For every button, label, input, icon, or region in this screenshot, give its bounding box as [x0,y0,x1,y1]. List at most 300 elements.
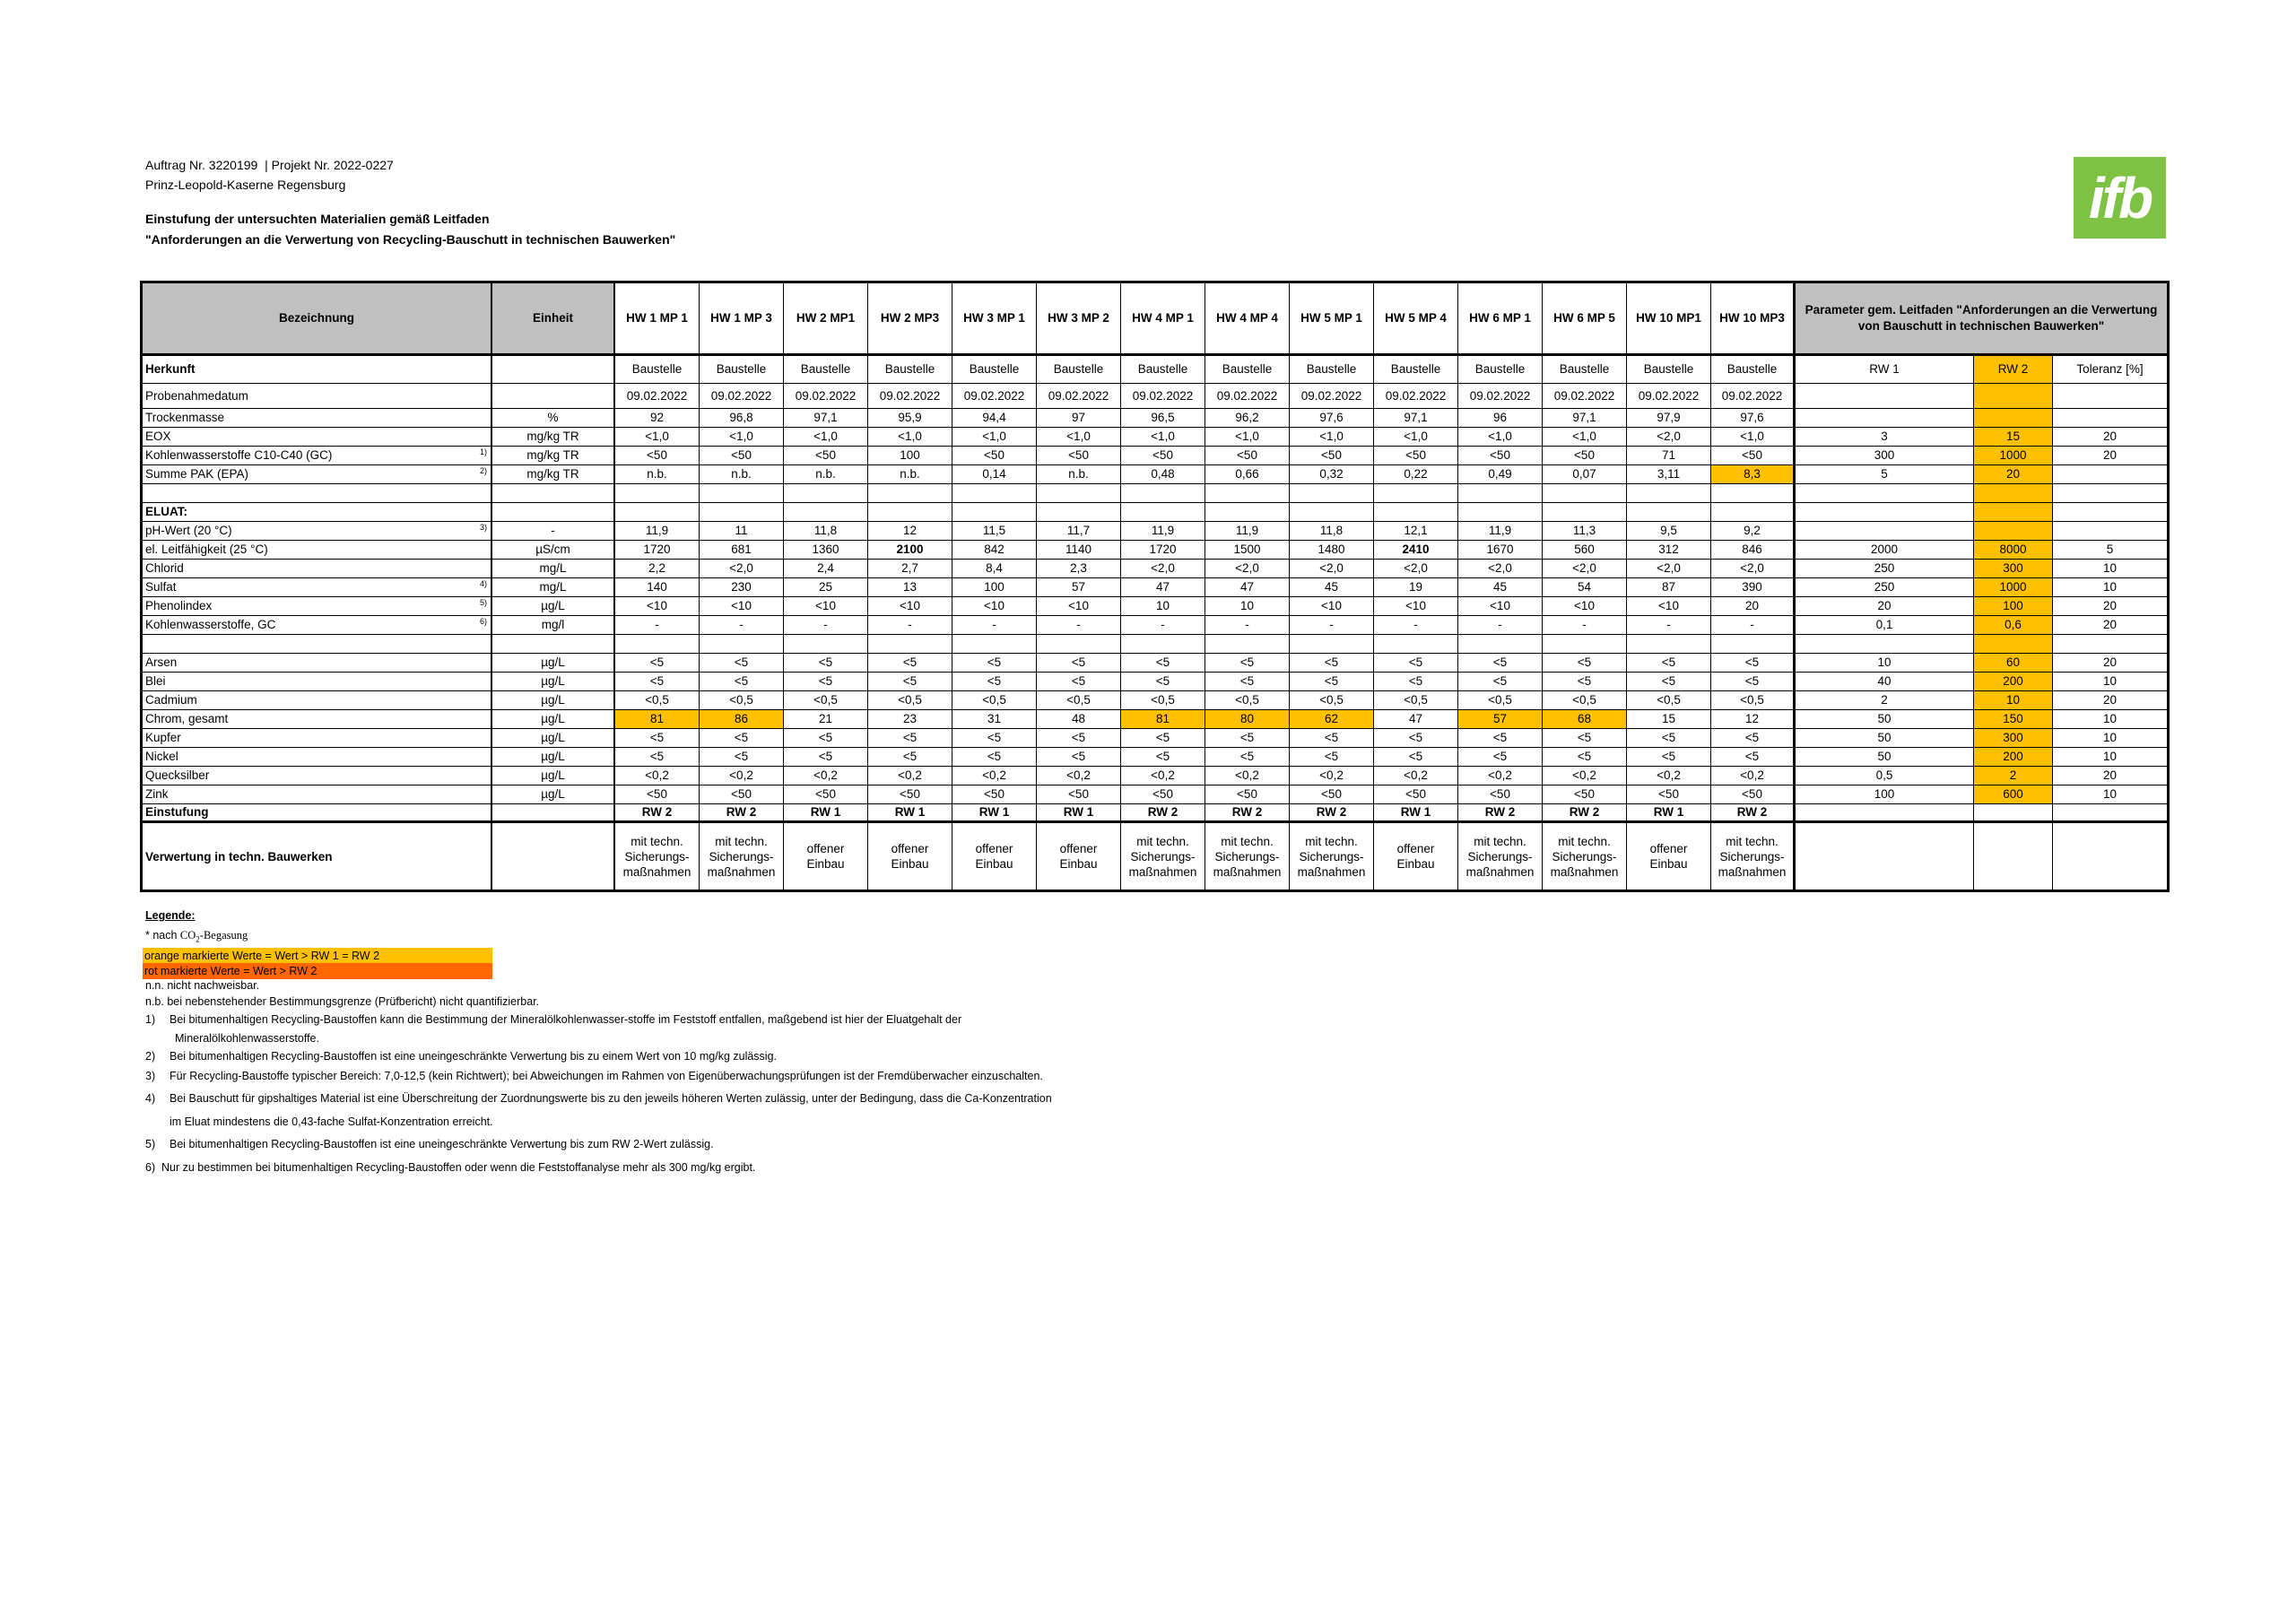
rw2-cell: 100 [1974,597,2053,616]
value-cell: - [784,616,868,635]
value-cell: 09.02.2022 [1205,384,1290,409]
value-cell: <0,5 [1121,691,1205,710]
unit-cell: - [492,522,615,541]
value-cell: <5 [1374,748,1458,767]
value-cell: n.b. [1037,465,1121,484]
value-cell: <5 [1290,654,1374,673]
value-cell: 09.02.2022 [1037,384,1121,409]
row-label: Einstufung [145,805,209,820]
value-cell: <1,0 [784,428,868,447]
row-label-cell [143,484,492,503]
value-cell: <0,2 [1290,767,1374,785]
footnote-text: Bei Bauschutt für gipshaltiges Material ist eine Überschreitung der Zuordnungswerte bis zu den jeweils höheren Werten zulässig, unter der Bedingung, dass die Ca-Konzentration [170,1092,1052,1105]
value-cell: 0,32 [1290,465,1374,484]
row-label-cell [143,710,492,729]
value-cell: <5 [1374,729,1458,748]
tolerance-cell [2053,484,2167,503]
value-cell: 97 [1037,409,1121,428]
rw1-cell: 3 [1796,428,1974,447]
value-cell: offener Einbau [952,823,1037,890]
unit-cell: mg/L [492,578,615,597]
value-cell [1374,503,1458,522]
value-cell [700,635,784,654]
value-cell: <50 [1121,785,1205,804]
footnote-text: Bei bitumenhaltigen Recycling-Baustoffen kann die Bestimmung der Mineralölkohlenwasser-stoffe im Feststoff entfallen, maßgebend ist hier der Eluatgehalt der [170,1013,962,1026]
row-label: Quecksilber [145,768,210,783]
value-cell: 57 [1458,710,1543,729]
value-cell: <50 [1374,785,1458,804]
value-cell: 09.02.2022 [615,384,700,409]
rw2-cell: 300 [1974,729,2053,748]
value-cell: <5 [1374,673,1458,691]
value-cell: - [615,616,700,635]
sample-column-header: HW 4 MP 1 [1121,283,1205,356]
value-cell: <50 [1458,447,1543,465]
value-cell: 9,5 [1627,522,1711,541]
value-cell: - [1543,616,1627,635]
value-cell: 12,1 [1374,522,1458,541]
company-logo [2074,157,2166,239]
row-label: Kupfer [145,731,181,745]
value-cell: 11,9 [1205,522,1290,541]
value-cell: 0,48 [1121,465,1205,484]
row-label-cell [143,522,492,541]
value-cell: mit techn. Sicherungs- maßnahmen [1121,823,1205,890]
value-cell: <0,2 [700,767,784,785]
row-label: Blei [145,674,166,689]
row-label-cell [143,447,492,465]
site-name: Prinz-Leopold-Kaserne Regensburg [145,178,346,192]
value-cell: 0,66 [1205,465,1290,484]
value-cell: <5 [1037,654,1121,673]
value-cell [615,635,700,654]
rw1-cell [1796,484,1974,503]
value-cell: 97,6 [1711,409,1796,428]
value-cell [1711,503,1796,522]
rw1-cell: 50 [1796,710,1974,729]
value-cell: <0,2 [1543,767,1627,785]
value-cell: <0,5 [1543,691,1627,710]
value-cell: 86 [700,710,784,729]
value-cell [1290,635,1374,654]
value-cell: <0,5 [1037,691,1121,710]
row-label: Kohlenwasserstoffe, GC [145,618,276,632]
value-cell: <10 [1458,597,1543,616]
unit-cell: µg/L [492,654,615,673]
tolerance-cell: Toleranz [%] [2053,356,2167,384]
value-cell: 10 [1205,597,1290,616]
value-cell: 12 [868,522,952,541]
rw1-cell [1796,635,1974,654]
value-cell: <50 [784,785,868,804]
value-cell: - [700,616,784,635]
rw2-cell: 150 [1974,710,2053,729]
value-cell: 2100 [868,541,952,560]
row-label: Nickel [145,750,178,764]
value-cell: <1,0 [1037,428,1121,447]
value-cell: <5 [1627,729,1711,748]
rw2-cell [1974,503,2053,522]
value-cell: <5 [1543,654,1627,673]
value-cell: <5 [1290,729,1374,748]
footnote-text: Bei bitumenhaltigen Recycling-Baustoffen ist eine uneingeschränkte Verwertung bis zu einem Wert von 10 mg/kg zulässig. [170,1050,777,1063]
value-cell: RW 1 [952,804,1037,823]
value-cell [868,635,952,654]
value-cell: <0,2 [952,767,1037,785]
value-cell: <5 [615,673,700,691]
value-cell: 47 [1205,578,1290,597]
legend-title: Legende: [145,909,196,922]
footnote-marker: 6) [479,617,487,626]
unit-cell: µg/L [492,767,615,785]
tolerance-cell: 20 [2053,428,2167,447]
rw2-cell: 1000 [1974,578,2053,597]
row-label-cell [143,356,492,384]
value-cell: <5 [1037,673,1121,691]
value-cell: <10 [1374,597,1458,616]
unit-cell: µg/L [492,710,615,729]
value-cell: <1,0 [1121,428,1205,447]
unit-cell: mg/L [492,560,615,578]
value-cell: <5 [1037,748,1121,767]
value-cell: 1360 [784,541,868,560]
tolerance-cell: 20 [2053,767,2167,785]
tolerance-cell: 10 [2053,673,2167,691]
rw1-cell: 100 [1796,785,1974,804]
value-cell: 0,49 [1458,465,1543,484]
unit-cell [492,635,615,654]
value-cell: 12 [1711,710,1796,729]
value-cell: 2,2 [615,560,700,578]
value-cell: <5 [1458,729,1543,748]
tolerance-cell [2053,384,2167,409]
value-cell: 97,1 [1374,409,1458,428]
footnote-text: Nur zu bestimmen bei bitumenhaltigen Recycling-Baustoffen oder wenn die Feststoffanalyse mehr als 300 mg/kg ergibt. [161,1161,756,1174]
row-label: Verwertung in techn. Bauwerken [145,849,333,864]
value-cell: offener Einbau [1374,823,1458,890]
value-cell: <1,0 [868,428,952,447]
value-cell: n.b. [700,465,784,484]
value-cell [1037,635,1121,654]
value-cell [1121,503,1205,522]
value-cell: 390 [1711,578,1796,597]
document-subtitle: "Anforderungen an die Verwertung von Recycling-Bauschutt in technischen Bauwerken" [145,232,676,247]
value-cell: RW 2 [1543,804,1627,823]
value-cell [1205,635,1290,654]
value-cell: <2,0 [1711,560,1796,578]
value-cell: <5 [1374,654,1458,673]
value-cell: <2,0 [1374,560,1458,578]
tolerance-cell: 10 [2053,729,2167,748]
value-cell: RW 2 [1121,804,1205,823]
row-label-cell [143,785,492,804]
unit-cell [492,503,615,522]
value-cell: <5 [700,654,784,673]
value-cell: <5 [1205,673,1290,691]
value-cell: - [1711,616,1796,635]
value-cell [952,503,1037,522]
value-cell: <5 [700,673,784,691]
rw1-cell: 2000 [1796,541,1974,560]
value-cell: <50 [1037,785,1121,804]
value-cell: <5 [1543,729,1627,748]
unit-cell: µg/L [492,691,615,710]
value-cell: 11,8 [784,522,868,541]
value-cell: <0,2 [1711,767,1796,785]
unit-cell: mg/kg TR [492,465,615,484]
value-cell: <5 [700,729,784,748]
rw1-cell: 20 [1796,597,1974,616]
sample-column-header: HW 10 MP1 [1627,283,1711,356]
value-cell: 1670 [1458,541,1543,560]
value-cell: - [1121,616,1205,635]
value-cell: RW 1 [1037,804,1121,823]
footnote-text: Mineralölkohlenwasserstoffe. [175,1032,319,1045]
row-label-cell [143,428,492,447]
value-cell: 96 [1458,409,1543,428]
value-cell: Baustelle [1121,356,1205,384]
value-cell: mit techn. Sicherungs- maßnahmen [1711,823,1796,890]
value-cell: <5 [1121,748,1205,767]
value-cell [1458,503,1543,522]
value-cell: 71 [1627,447,1711,465]
value-cell: 09.02.2022 [1374,384,1458,409]
legend-orange-marker: orange markierte Werte = Wert > RW 1 = RW 2 [143,948,492,963]
value-cell: 96,2 [1205,409,1290,428]
unit-cell [492,384,615,409]
value-cell [952,635,1037,654]
value-cell: <50 [1543,447,1627,465]
value-cell: <0,2 [615,767,700,785]
value-cell: <5 [1458,673,1543,691]
value-cell: 09.02.2022 [1458,384,1543,409]
value-cell: offener Einbau [868,823,952,890]
value-cell: <50 [952,447,1037,465]
footnote-number: 3) [145,1070,156,1082]
value-cell: 11,8 [1290,522,1374,541]
value-cell: <5 [1290,673,1374,691]
value-cell: 1480 [1290,541,1374,560]
value-cell: 09.02.2022 [868,384,952,409]
value-cell: Baustelle [784,356,868,384]
rw2-cell: 8000 [1974,541,2053,560]
value-cell: <0,5 [1458,691,1543,710]
legend-co2-text-c: -Begasung [199,929,248,942]
value-cell [1543,503,1627,522]
row-label: Sulfat [145,580,177,595]
footnote-number: 6) [145,1161,156,1174]
value-cell: mit techn. Sicherungs- maßnahmen [1458,823,1543,890]
value-cell: <50 [952,785,1037,804]
value-cell: <0,5 [1711,691,1796,710]
value-cell: <1,0 [1458,428,1543,447]
value-cell: - [952,616,1037,635]
row-label-cell [143,560,492,578]
value-cell: <50 [1290,447,1374,465]
row-label: Kohlenwasserstoffe C10-C40 (GC) [145,448,333,463]
value-cell: <50 [1374,447,1458,465]
value-cell: <5 [1543,748,1627,767]
unit-cell: µg/L [492,748,615,767]
value-cell: 87 [1627,578,1711,597]
footnote-number: 4) [145,1092,156,1105]
rw2-cell [1974,522,2053,541]
value-cell: <0,5 [1290,691,1374,710]
value-cell: <2,0 [1627,560,1711,578]
tolerance-cell [2053,823,2167,890]
value-cell: <50 [1711,785,1796,804]
value-cell: <5 [1543,673,1627,691]
value-cell: <5 [1037,729,1121,748]
value-cell: <5 [1711,748,1796,767]
rw1-cell: 0,5 [1796,767,1974,785]
value-cell: 92 [615,409,700,428]
legend-nb: n.b. bei nebenstehender Bestimmungsgrenze (Prüfbericht) nicht quantifizierbar. [145,995,540,1008]
value-cell: <5 [868,673,952,691]
value-cell: 48 [1037,710,1121,729]
value-cell: <5 [1711,673,1796,691]
row-label-cell [143,409,492,428]
value-cell: <1,0 [1543,428,1627,447]
value-cell: <5 [615,654,700,673]
value-cell: 47 [1121,578,1205,597]
value-cell: RW 2 [615,804,700,823]
rw2-cell: 200 [1974,673,2053,691]
value-cell [700,484,784,503]
value-cell: <0,5 [1374,691,1458,710]
value-cell: <5 [784,748,868,767]
tolerance-cell: 20 [2053,447,2167,465]
value-cell: 25 [784,578,868,597]
value-cell: Baustelle [868,356,952,384]
rw2-cell: 600 [1974,785,2053,804]
rw2-cell: 1000 [1974,447,2053,465]
footnote-marker: 4) [479,579,487,588]
value-cell: 140 [615,578,700,597]
value-cell [1711,484,1796,503]
value-cell: 97,6 [1290,409,1374,428]
sample-column-header: HW 6 MP 1 [1458,283,1543,356]
unit-cell: mg/kg TR [492,447,615,465]
value-cell: <5 [615,748,700,767]
value-cell: 62 [1290,710,1374,729]
value-cell: 681 [700,541,784,560]
value-cell [615,484,700,503]
value-cell: <0,2 [1037,767,1121,785]
sample-column-header: HW 2 MP3 [868,283,952,356]
value-cell: <0,2 [1627,767,1711,785]
value-cell: 11 [700,522,784,541]
value-cell: <5 [1627,673,1711,691]
value-cell: 100 [952,578,1037,597]
value-cell: mit techn. Sicherungs- maßnahmen [700,823,784,890]
row-label: Summe PAK (EPA) [145,467,249,482]
value-cell: RW 2 [1290,804,1374,823]
value-cell: 13 [868,578,952,597]
rw1-cell [1796,823,1974,890]
value-cell: <0,5 [1205,691,1290,710]
value-cell: <2,0 [1205,560,1290,578]
value-cell [1543,484,1627,503]
value-cell: 2,4 [784,560,868,578]
value-cell: <0,5 [615,691,700,710]
value-cell: Baustelle [1205,356,1290,384]
value-cell: 09.02.2022 [784,384,868,409]
rw1-cell: 250 [1796,578,1974,597]
value-cell: Baustelle [1627,356,1711,384]
value-cell: <50 [615,785,700,804]
unit-cell: % [492,409,615,428]
value-cell: <50 [1627,785,1711,804]
tolerance-cell: 5 [2053,541,2167,560]
analysis-table [140,281,2170,892]
tolerance-cell: 10 [2053,560,2167,578]
value-cell: 31 [952,710,1037,729]
tolerance-cell: 20 [2053,691,2167,710]
tolerance-cell: 10 [2053,785,2167,804]
row-label: Trockenmasse [145,411,225,425]
value-cell: 97,1 [784,409,868,428]
tolerance-cell: 10 [2053,748,2167,767]
value-cell: <2,0 [1627,428,1711,447]
sample-column-header: HW 10 MP3 [1711,283,1796,356]
tolerance-cell [2053,409,2167,428]
order-project-line: Auftrag Nr. 3220199 | Projekt Nr. 2022-0227 [145,158,394,172]
value-cell: 45 [1290,578,1374,597]
rw2-cell [1974,823,2053,890]
value-cell: 21 [784,710,868,729]
value-cell: offener Einbau [784,823,868,890]
value-cell: 230 [700,578,784,597]
value-cell: <5 [1627,748,1711,767]
value-cell: Baustelle [700,356,784,384]
logo-text: ifb [2088,165,2152,230]
value-cell: n.b. [615,465,700,484]
value-cell: <50 [1205,447,1290,465]
value-cell: <10 [1543,597,1627,616]
footnote-marker: 5) [479,598,487,607]
sample-column-header: HW 3 MP 2 [1037,283,1121,356]
value-cell: <1,0 [1374,428,1458,447]
unit-cell: µg/L [492,785,615,804]
value-cell: <1,0 [1711,428,1796,447]
value-cell: <10 [615,597,700,616]
tolerance-cell: 10 [2053,710,2167,729]
value-cell: <50 [1121,447,1205,465]
rw2-cell [1974,635,2053,654]
sample-column-header: HW 4 MP 4 [1205,283,1290,356]
footnote-number: 1) [145,1013,156,1026]
row-label-cell [143,384,492,409]
value-cell: <0,2 [784,767,868,785]
value-cell: <50 [784,447,868,465]
value-cell: mit techn. Sicherungs- maßnahmen [1543,823,1627,890]
value-cell: Baustelle [1290,356,1374,384]
value-cell [1711,635,1796,654]
footnote-number: 5) [145,1138,156,1150]
value-cell: <2,0 [700,560,784,578]
value-cell: 11,9 [1121,522,1205,541]
value-cell: mit techn. Sicherungs- maßnahmen [1290,823,1374,890]
row-label-cell [143,804,492,823]
rw2-cell: 0,6 [1974,616,2053,635]
value-cell: 312 [1627,541,1711,560]
value-cell: 100 [868,447,952,465]
value-cell: - [1627,616,1711,635]
value-cell: - [1290,616,1374,635]
value-cell: <1,0 [700,428,784,447]
value-cell: 3,11 [1627,465,1711,484]
